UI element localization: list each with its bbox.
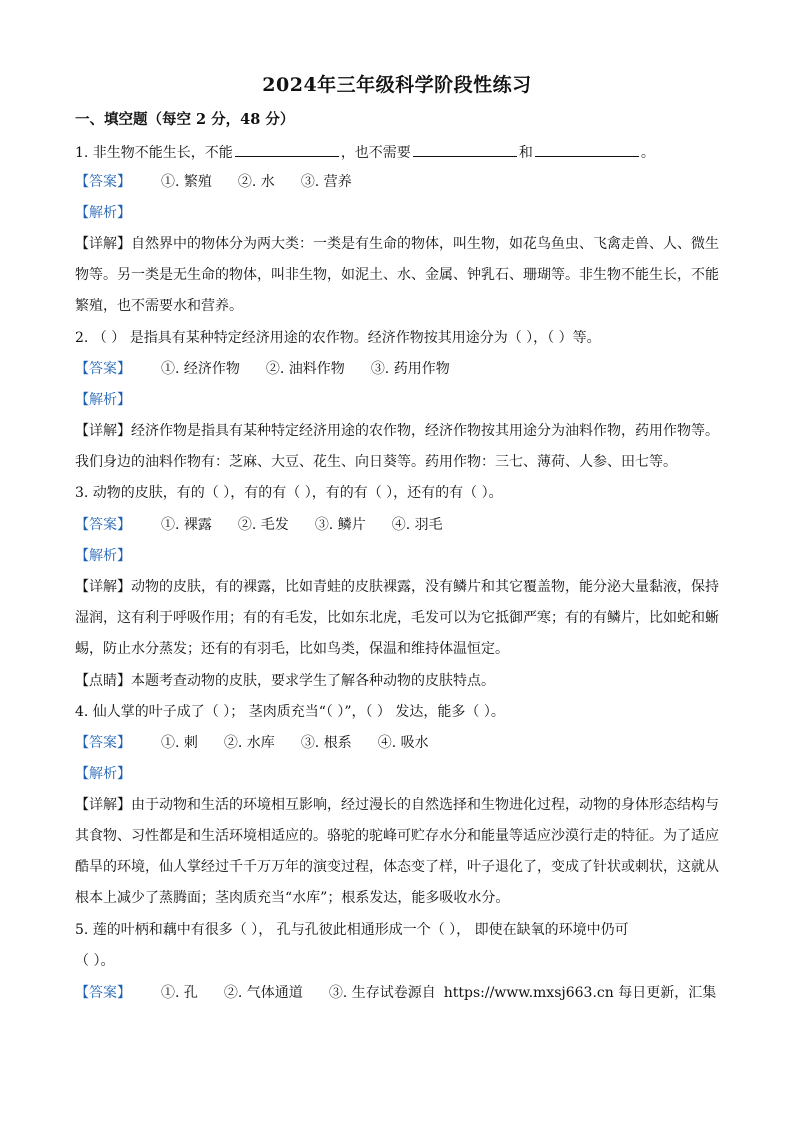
question-1-text-b: ，也不需要 bbox=[340, 145, 411, 161]
question-1-text-d: 。 bbox=[640, 145, 655, 161]
detail-4-line-2: 其食物、习性都是和生活环境相适应的。骆驼的驼峰可贮存水分和能量等适应沙漠行走的特征。为了适应 bbox=[75, 828, 719, 844]
analysis-label: 【解析】 bbox=[75, 205, 131, 221]
answer-label: 【答案】 bbox=[75, 361, 131, 377]
detail-text: 由于动物和生活的环境相互影响，经过漫长的自然选择和生物进化过程，动物的身体形态结构与 bbox=[131, 797, 719, 813]
detail-4-line-4: 根本上减少了蒸腾面；茎肉质充当“水库”；根系发达，能多吸收水分。 bbox=[75, 890, 510, 906]
answer-item: ②. 气体通道 bbox=[223, 985, 303, 1001]
answer-item: ③. 根系 bbox=[300, 735, 352, 751]
answer-4 bbox=[75, 733, 725, 753]
detail-label: 【详解】 bbox=[75, 236, 131, 252]
answer-item: ③. 药用作物 bbox=[370, 361, 450, 377]
blank[interactable] bbox=[413, 142, 517, 157]
blank[interactable] bbox=[235, 142, 339, 157]
point-3 bbox=[75, 671, 725, 691]
detail-1-line-1 bbox=[75, 234, 725, 254]
detail-label: 【详解】 bbox=[75, 579, 131, 595]
answer-item: ③. 生存试卷源自 bbox=[328, 985, 436, 1001]
point-text: 本题考查动物的皮肤，要求学生了解各种动物的皮肤特点。 bbox=[131, 673, 495, 689]
analysis-label: 【解析】 bbox=[75, 548, 131, 564]
detail-3-line-1 bbox=[75, 577, 725, 597]
answer-1 bbox=[75, 172, 725, 192]
source-url-text: https://www.mxsj663.cn 每日更新，汇集 bbox=[443, 985, 717, 1001]
detail-3-line-3: 蜴，防止水分蒸发；还有的有羽毛，比如鸟类，保温和维持体温恒定。 bbox=[75, 641, 509, 657]
detail-1-line-2: 物等。另一类是无生命的物体，叫非生物，如泥土、水、金属、钟乳石、珊瑚等。非生物不能生长，不能 bbox=[75, 267, 719, 283]
question-3: 3. 动物的皮肤，有的（ ），有的有（ ），有的有（ ），还有的有（ ）。 bbox=[75, 485, 503, 501]
detail-3-line-2: 湿润，这有利于呼吸作用；有的有毛发，比如东北虎，毛发可以为它抵御严寒；有的有鳞片，比如蛇和蜥 bbox=[75, 610, 719, 626]
analysis-label: 【解析】 bbox=[75, 766, 131, 782]
answer-item: ③. 营养 bbox=[300, 174, 352, 190]
page-title: 2024年三年级科学阶段性练习 bbox=[262, 74, 532, 96]
answer-label: 【答案】 bbox=[75, 174, 131, 190]
answer-label: 【答案】 bbox=[75, 517, 131, 533]
answer-2 bbox=[75, 359, 725, 379]
question-1-text-a: 1. 非生物不能生长，不能 bbox=[75, 145, 233, 161]
question-1-text-c: 和 bbox=[518, 145, 533, 161]
detail-text: 经济作物是指具有某种特定经济用途的农作物，经济作物按其用途分为油料作物，药用作物等。 bbox=[131, 423, 719, 439]
answer-item: ①. 刺 bbox=[161, 735, 198, 751]
detail-label: 【详解】 bbox=[75, 797, 131, 813]
detail-4-line-3: 酷旱的环境，仙人掌经过千千万万年的演变过程，体态变了样，叶子退化了，变成了针状或刺状，这就从 bbox=[75, 859, 719, 875]
answer-item: ②. 水 bbox=[237, 174, 275, 190]
answer-label: 【答案】 bbox=[75, 985, 131, 1001]
answer-item: ②. 毛发 bbox=[237, 517, 289, 533]
detail-label: 【详解】 bbox=[75, 423, 131, 439]
answer-label: 【答案】 bbox=[75, 735, 131, 751]
answer-item: ④. 羽毛 bbox=[391, 517, 443, 533]
answer-5 bbox=[75, 983, 725, 1003]
detail-1-line-3: 繁殖，也不需要水和营养。 bbox=[75, 298, 243, 314]
question-5-line-2: （ ）。 bbox=[75, 953, 115, 969]
answer-3 bbox=[75, 515, 725, 535]
answer-item: ④. 吸水 bbox=[377, 735, 429, 751]
blank[interactable] bbox=[535, 142, 639, 157]
answer-item: ①. 孔 bbox=[161, 985, 198, 1001]
question-5-line-1: 5. 莲的叶柄和藕中有很多（ ）， 孔与孔彼此相通形成一个（ ）， 即使在缺氧的环境中仍可 bbox=[75, 922, 629, 938]
answer-item: ②. 油料作物 bbox=[265, 361, 345, 377]
detail-text: 动物的皮肤，有的裸露，比如青蛙的皮肤裸露，没有鳞片和其它覆盖物，能分泌大量黏液，保持 bbox=[131, 579, 719, 595]
question-4: 4. 仙人掌的叶子成了（ ）； 茎肉质充当“（ ）”，（ ） 发达，能多（ ）。 bbox=[75, 704, 505, 720]
answer-item: ①. 繁殖 bbox=[161, 174, 212, 190]
detail-2-line-2: 我们身边的油料作物有：芝麻、大豆、花生、向日葵等。药用作物：三七、薄荷、人参、田七等。 bbox=[75, 454, 677, 470]
section-heading: 一、填空题（每空 2 分，48 分） bbox=[75, 111, 295, 128]
detail-4-line-1 bbox=[75, 795, 725, 815]
analysis-label: 【解析】 bbox=[75, 392, 131, 408]
point-label: 【点睛】 bbox=[75, 673, 131, 689]
answer-item: ②. 水库 bbox=[223, 735, 275, 751]
question-1 bbox=[75, 142, 725, 163]
answer-item: ③. 鳞片 bbox=[314, 517, 366, 533]
answer-item: ①. 经济作物 bbox=[161, 361, 240, 377]
detail-2-line-1 bbox=[75, 421, 725, 441]
question-2: 2. （ ） 是指具有某种特定经济用途的农作物。经济作物按其用途分为（ ），（ ）等。 bbox=[75, 330, 601, 346]
answer-item: ①. 裸露 bbox=[161, 517, 212, 533]
detail-text: 自然界中的物体分为两大类：一类是有生命的物体，叫生物，如花鸟鱼虫、飞禽走兽、人、微生 bbox=[131, 236, 719, 252]
